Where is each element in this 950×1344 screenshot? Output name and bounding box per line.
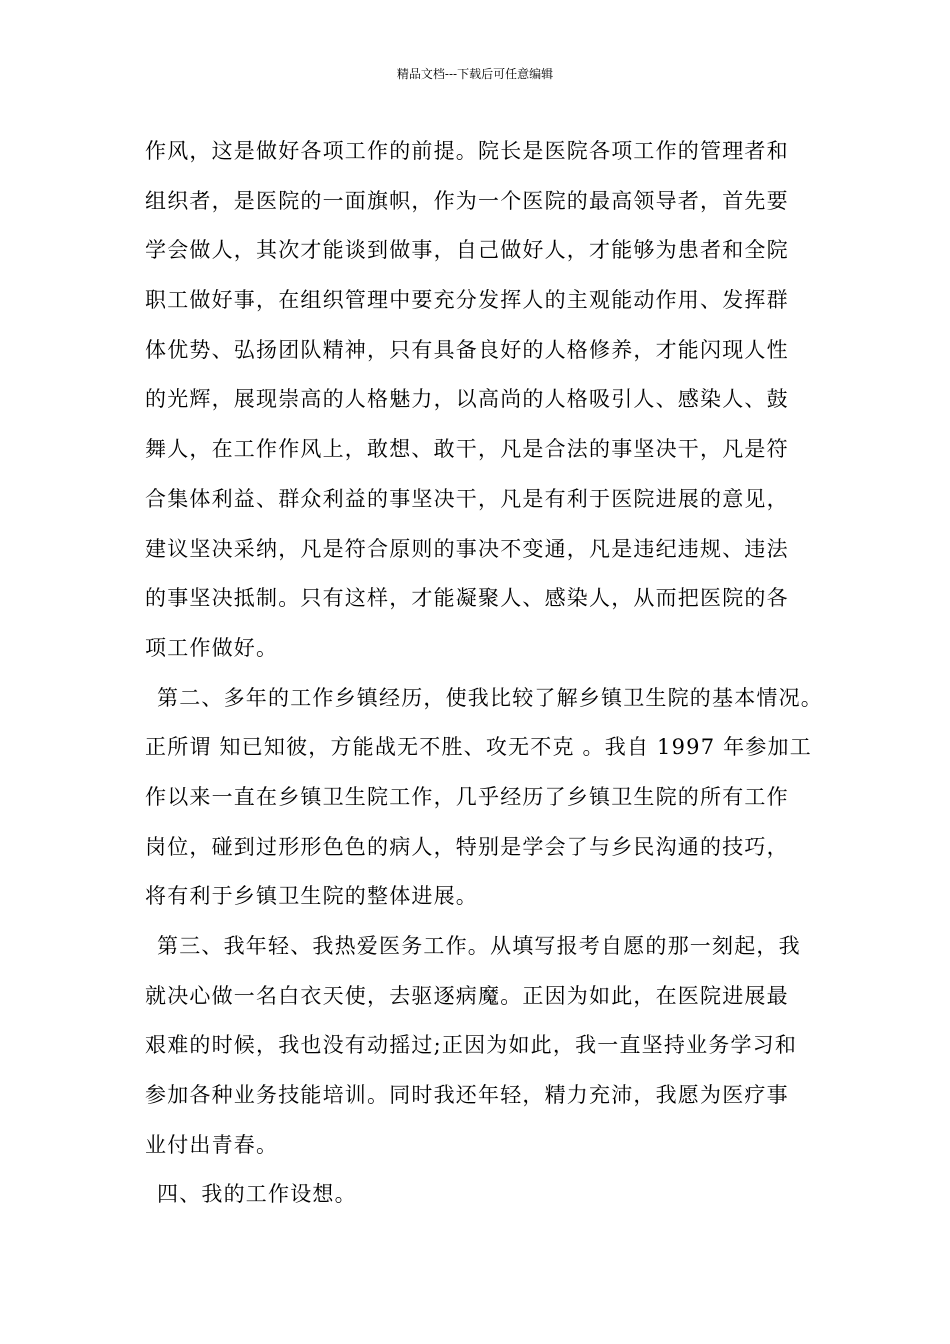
text-line: 岗位，碰到过形形色色的病人，特别是学会了与乡民沟通的技巧， (145, 834, 789, 859)
text-line: 组织者，是医院的一面旗帜，作为一个医院的最高领导者，首先要 (145, 188, 789, 213)
text-line: 舞人，在工作作风上，敢想、敢干，凡是合法的事坚决干，凡是符 (145, 437, 789, 462)
text-line: 将有利于乡镇卫生院的整体进展。 (145, 884, 478, 909)
text-line: 业付出青春。 (145, 1132, 279, 1157)
text-line: 第二、多年的工作乡镇经历，使我比较了解乡镇卫生院的基本情况。 (157, 685, 823, 710)
text-line: 建议坚决采纳，凡是符合原则的事决不变通，凡是违纪违规、违法 (145, 536, 789, 561)
text-line: 四、我的工作设想。 (157, 1182, 357, 1207)
body-text (145, 133, 825, 1226)
text-line: 作风，这是做好各项工作的前提。院长是医院各项工作的管理者和 (145, 139, 789, 163)
text-line: 学会做人，其次才能谈到做事，自己做好人，才能够为患者和全院 (145, 238, 789, 263)
text-line: 艰难的时候，我也没有动摇过;正因为如此，我一直坚持业务学习和 (145, 1033, 798, 1058)
text-line: 参加各种业务技能培训。同时我还年轻，精力充沛，我愿为医疗事 (145, 1083, 789, 1108)
text-line: 体优势、弘扬团队精神，只有具备良好的人格修养，才能闪现人性 (145, 337, 789, 362)
text-line: 作以来一直在乡镇卫生院工作，几乎经历了乡镇卫生院的所有工作 (145, 784, 789, 809)
text-line: 的光辉，展现崇高的人格魅力，以高尚的人格吸引人、感染人、鼓 (145, 387, 789, 412)
text-line: 合集体利益、群众利益的事坚决干，凡是有利于医院进展的意见， (145, 486, 789, 511)
text-line: 正所谓 知已知彼，方能战无不胜、攻无不克 。我自 1997 年参加工 (145, 735, 812, 760)
page-header: 精品文档---下载后可任意编辑 (396, 67, 554, 81)
text-line: 第三、我年轻、我热爱医务工作。从填写报考自愿的那一刻起，我 (157, 934, 801, 958)
text-line: 的事坚决抵制。只有这样，才能凝聚人、感染人，从而把医院的各 (145, 586, 789, 611)
text-line: 项工作做好。 (145, 635, 279, 660)
text-line: 职工做好事，在组织管理中要充分发挥人的主观能动作用、发挥群 (145, 288, 789, 313)
text-line: 就决心做一名白衣天使，去驱逐病魔。正因为如此，在医院进展最 (145, 983, 789, 1008)
